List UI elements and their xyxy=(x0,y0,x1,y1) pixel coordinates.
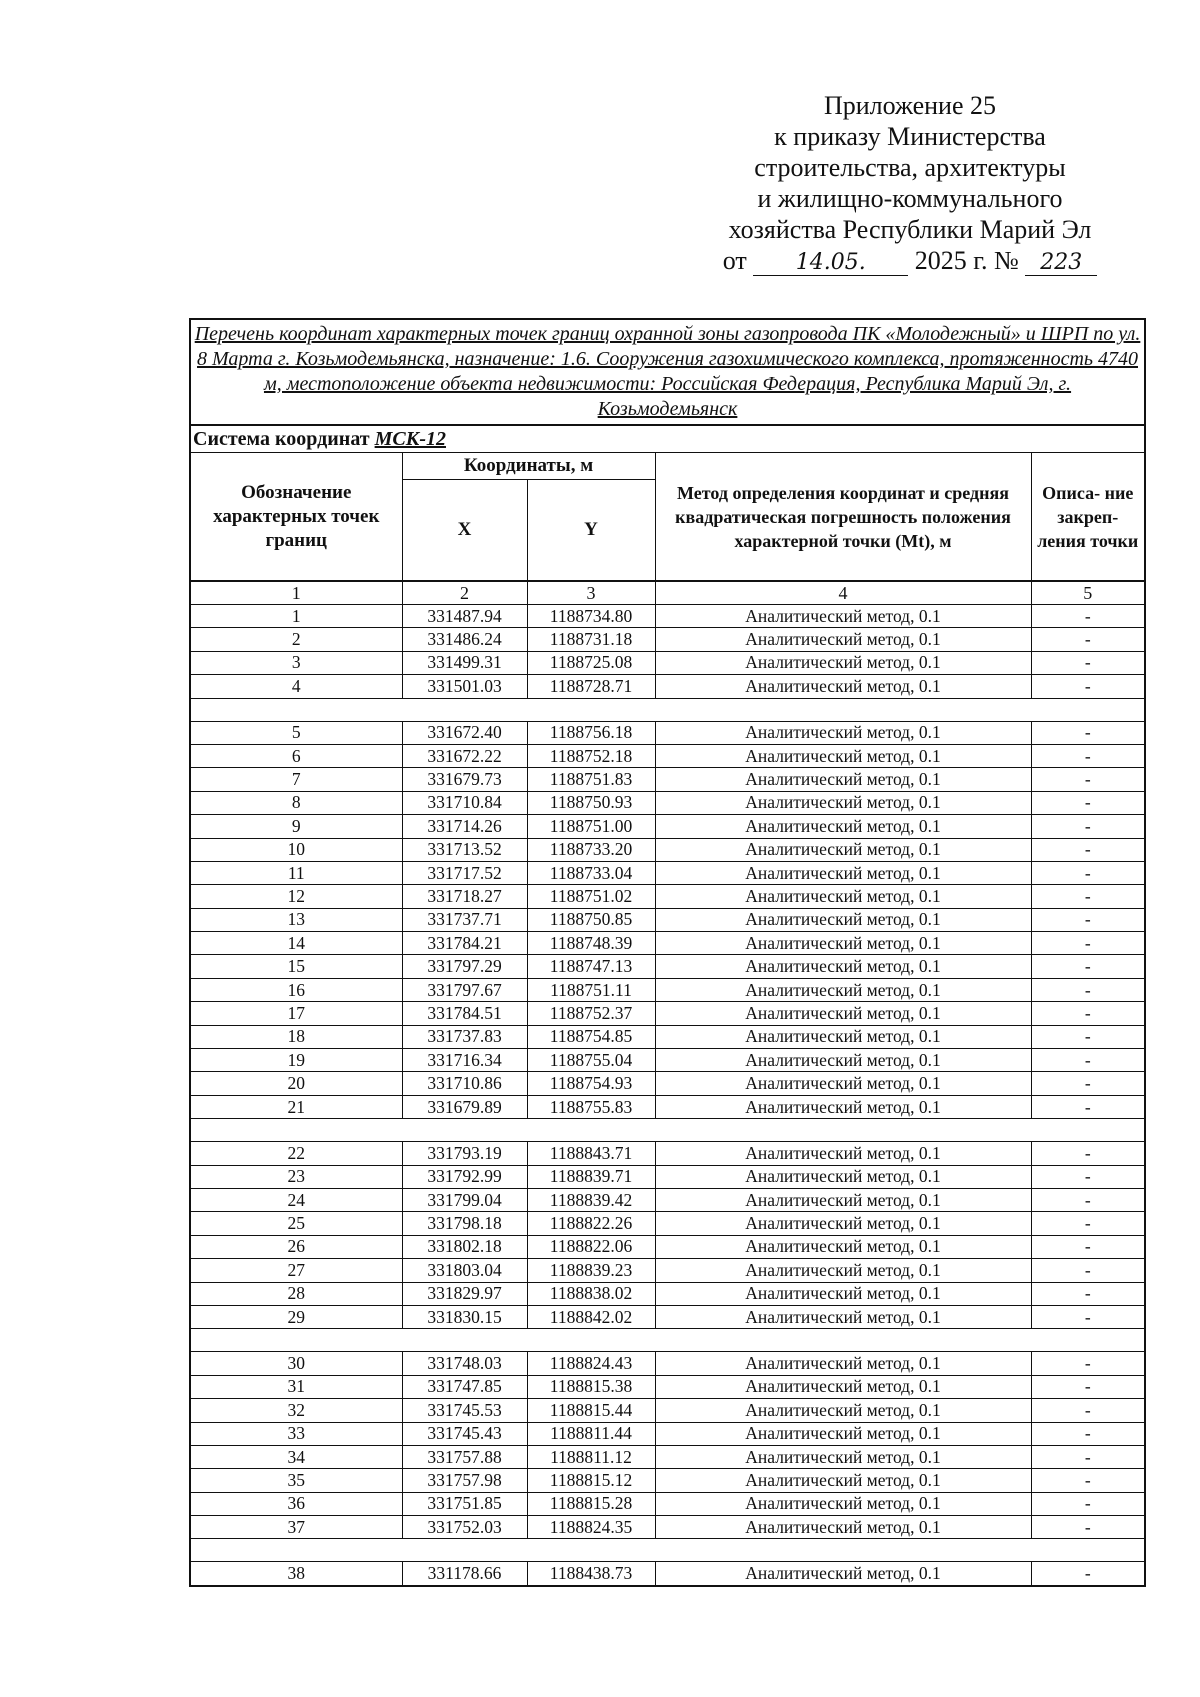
x-coordinate-cell: 331747.85 xyxy=(402,1375,527,1398)
y-coordinate-cell: 1188755.04 xyxy=(527,1049,655,1072)
column-header-point: Обозначение характерных точек границ xyxy=(190,453,402,582)
description-cell: - xyxy=(1031,791,1145,814)
method-cell: Аналитический метод, 0.1 xyxy=(655,791,1031,814)
table-row xyxy=(190,1516,1145,1539)
description-cell: - xyxy=(1031,1445,1145,1468)
method-cell: Аналитический метод, 0.1 xyxy=(655,628,1031,651)
table-row xyxy=(190,978,1145,1001)
description-cell: - xyxy=(1031,978,1145,1001)
group-separator-row xyxy=(190,1329,1145,1352)
x-coordinate-cell: 331486.24 xyxy=(402,628,527,651)
y-coordinate-cell: 1188842.02 xyxy=(527,1305,655,1328)
point-id-cell: 23 xyxy=(190,1165,402,1188)
method-cell: Аналитический метод, 0.1 xyxy=(655,768,1031,791)
method-cell: Аналитический метод, 0.1 xyxy=(655,1562,1031,1586)
description-cell: - xyxy=(1031,838,1145,861)
method-cell: Аналитический метод, 0.1 xyxy=(655,1469,1031,1492)
x-coordinate-cell: 331717.52 xyxy=(402,861,527,884)
group-separator-cell xyxy=(190,1329,1145,1352)
point-id-cell: 35 xyxy=(190,1469,402,1492)
description-cell: - xyxy=(1031,744,1145,767)
table-row xyxy=(190,1375,1145,1398)
table-row xyxy=(190,1142,1145,1165)
y-coordinate-cell: 1188815.38 xyxy=(527,1375,655,1398)
table-row xyxy=(190,1025,1145,1048)
method-cell: Аналитический метод, 0.1 xyxy=(655,1492,1031,1515)
x-coordinate-cell: 331798.18 xyxy=(402,1212,527,1235)
y-coordinate-cell: 1188438.73 xyxy=(527,1562,655,1586)
description-cell: - xyxy=(1031,1562,1145,1586)
point-id-cell: 12 xyxy=(190,885,402,908)
point-id-cell: 9 xyxy=(190,815,402,838)
point-id-cell: 15 xyxy=(190,955,402,978)
method-cell: Аналитический метод, 0.1 xyxy=(655,721,1031,744)
y-coordinate-cell: 1188839.42 xyxy=(527,1188,655,1211)
column-header-method: Метод определения координат и средняя квадратическая погрешность положения характерной точки (Mt), м xyxy=(655,453,1031,582)
table-row xyxy=(190,838,1145,861)
description-cell: - xyxy=(1031,1072,1145,1095)
x-coordinate-cell: 331178.66 xyxy=(402,1562,527,1586)
column-numbers-row xyxy=(190,581,1145,605)
y-coordinate-cell: 1188815.44 xyxy=(527,1399,655,1422)
y-coordinate-cell: 1188733.04 xyxy=(527,861,655,884)
method-cell: Аналитический метод, 0.1 xyxy=(655,815,1031,838)
table-row xyxy=(190,721,1145,744)
x-coordinate-cell: 331792.99 xyxy=(402,1165,527,1188)
table-row xyxy=(190,1188,1145,1211)
y-coordinate-cell: 1188843.71 xyxy=(527,1142,655,1165)
x-coordinate-cell: 331487.94 xyxy=(402,605,527,628)
y-coordinate-cell: 1188747.13 xyxy=(527,955,655,978)
y-coordinate-cell: 1188822.26 xyxy=(527,1212,655,1235)
method-cell: Аналитический метод, 0.1 xyxy=(655,1212,1031,1235)
point-id-cell: 11 xyxy=(190,861,402,884)
method-cell: Аналитический метод, 0.1 xyxy=(655,1352,1031,1375)
description-cell: - xyxy=(1031,1375,1145,1398)
point-id-cell: 30 xyxy=(190,1352,402,1375)
method-cell: Аналитический метод, 0.1 xyxy=(655,1142,1031,1165)
y-coordinate-cell: 1188748.39 xyxy=(527,932,655,955)
column-header-description: Описа- ние закреп- ления точки xyxy=(1031,453,1145,582)
table-row xyxy=(190,1492,1145,1515)
appendix-number: Приложение 25 xyxy=(823,91,997,120)
x-coordinate-cell: 331499.31 xyxy=(402,651,527,674)
description-cell: - xyxy=(1031,955,1145,978)
year-label: 2025 г. № xyxy=(914,246,1019,275)
point-id-cell: 19 xyxy=(190,1049,402,1072)
description-cell: - xyxy=(1031,1212,1145,1235)
table-row xyxy=(190,768,1145,791)
method-cell: Аналитический метод, 0.1 xyxy=(655,1305,1031,1328)
method-cell: Аналитический метод, 0.1 xyxy=(655,908,1031,931)
column-number: 4 xyxy=(655,581,1031,605)
order-reference: к приказу Министерства xyxy=(774,122,1046,151)
x-coordinate-cell: 331830.15 xyxy=(402,1305,527,1328)
point-id-cell: 5 xyxy=(190,721,402,744)
x-coordinate-cell: 331672.40 xyxy=(402,721,527,744)
point-id-cell: 8 xyxy=(190,791,402,814)
group-separator-row xyxy=(190,698,1145,721)
x-coordinate-cell: 331501.03 xyxy=(402,675,527,698)
table-row xyxy=(190,1212,1145,1235)
point-id-cell: 27 xyxy=(190,1259,402,1282)
y-coordinate-cell: 1188824.35 xyxy=(527,1516,655,1539)
table-row xyxy=(190,955,1145,978)
description-cell: - xyxy=(1031,1352,1145,1375)
y-coordinate-cell: 1188839.23 xyxy=(527,1259,655,1282)
ministry-name-line3: хозяйства Республики Марий Эл xyxy=(728,215,1092,244)
x-coordinate-cell: 331829.97 xyxy=(402,1282,527,1305)
group-separator-row xyxy=(190,1539,1145,1562)
coordinates-table xyxy=(189,318,1146,1587)
description-cell: - xyxy=(1031,908,1145,931)
x-coordinate-cell: 331713.52 xyxy=(402,838,527,861)
table-row xyxy=(190,1469,1145,1492)
x-coordinate-cell: 331745.53 xyxy=(402,1399,527,1422)
point-id-cell: 18 xyxy=(190,1025,402,1048)
appendix-header xyxy=(695,90,1125,276)
y-coordinate-cell: 1188751.11 xyxy=(527,978,655,1001)
description-cell: - xyxy=(1031,1259,1145,1282)
method-cell: Аналитический метод, 0.1 xyxy=(655,744,1031,767)
description-cell: - xyxy=(1031,1025,1145,1048)
method-cell: Аналитический метод, 0.1 xyxy=(655,861,1031,884)
y-coordinate-cell: 1188752.37 xyxy=(527,1002,655,1025)
x-coordinate-cell: 331737.71 xyxy=(402,908,527,931)
description-cell: - xyxy=(1031,815,1145,838)
y-coordinate-cell: 1188751.02 xyxy=(527,885,655,908)
point-id-cell: 31 xyxy=(190,1375,402,1398)
table-row xyxy=(190,1095,1145,1118)
description-cell: - xyxy=(1031,605,1145,628)
x-coordinate-cell: 331797.29 xyxy=(402,955,527,978)
y-coordinate-cell: 1188824.43 xyxy=(527,1352,655,1375)
column-number: 1 xyxy=(190,581,402,605)
point-id-cell: 6 xyxy=(190,744,402,767)
description-cell: - xyxy=(1031,1002,1145,1025)
method-cell: Аналитический метод, 0.1 xyxy=(655,1282,1031,1305)
method-cell: Аналитический метод, 0.1 xyxy=(655,1072,1031,1095)
point-id-cell: 20 xyxy=(190,1072,402,1095)
x-coordinate-cell: 331716.34 xyxy=(402,1049,527,1072)
method-cell: Аналитический метод, 0.1 xyxy=(655,978,1031,1001)
y-coordinate-cell: 1188838.02 xyxy=(527,1282,655,1305)
description-cell: - xyxy=(1031,885,1145,908)
table-row xyxy=(190,908,1145,931)
method-cell: Аналитический метод, 0.1 xyxy=(655,1235,1031,1258)
description-cell: - xyxy=(1031,1399,1145,1422)
group-separator-cell xyxy=(190,1119,1145,1142)
method-cell: Аналитический метод, 0.1 xyxy=(655,1049,1031,1072)
order-date-line xyxy=(695,245,1125,276)
y-coordinate-cell: 1188734.80 xyxy=(527,605,655,628)
column-header-x: X xyxy=(402,480,527,582)
method-cell: Аналитический метод, 0.1 xyxy=(655,605,1031,628)
method-cell: Аналитический метод, 0.1 xyxy=(655,675,1031,698)
x-coordinate-cell: 331714.26 xyxy=(402,815,527,838)
x-coordinate-cell: 331799.04 xyxy=(402,1188,527,1211)
description-cell: - xyxy=(1031,1516,1145,1539)
description-cell: - xyxy=(1031,1049,1145,1072)
column-header-y: Y xyxy=(527,480,655,582)
table-row xyxy=(190,1562,1145,1586)
description-cell: - xyxy=(1031,932,1145,955)
x-coordinate-cell: 331718.27 xyxy=(402,885,527,908)
method-cell: Аналитический метод, 0.1 xyxy=(655,1422,1031,1445)
table-row xyxy=(190,1235,1145,1258)
x-coordinate-cell: 331797.67 xyxy=(402,978,527,1001)
point-id-cell: 25 xyxy=(190,1212,402,1235)
description-cell: - xyxy=(1031,861,1145,884)
method-cell: Аналитический метод, 0.1 xyxy=(655,932,1031,955)
description-cell: - xyxy=(1031,1469,1145,1492)
x-coordinate-cell: 331679.73 xyxy=(402,768,527,791)
table-row xyxy=(190,1259,1145,1282)
point-id-cell: 7 xyxy=(190,768,402,791)
method-cell: Аналитический метод, 0.1 xyxy=(655,1259,1031,1282)
column-header-coordinates: Координаты, м xyxy=(402,453,655,480)
point-id-cell: 1 xyxy=(190,605,402,628)
x-coordinate-cell: 331737.83 xyxy=(402,1025,527,1048)
y-coordinate-cell: 1188754.85 xyxy=(527,1025,655,1048)
point-id-cell: 17 xyxy=(190,1002,402,1025)
group-separator-cell xyxy=(190,1539,1145,1562)
description-cell: - xyxy=(1031,1165,1145,1188)
column-number: 3 xyxy=(527,581,655,605)
x-coordinate-cell: 331672.22 xyxy=(402,744,527,767)
table-row xyxy=(190,1422,1145,1445)
table-row xyxy=(190,1305,1145,1328)
column-number: 5 xyxy=(1031,581,1145,605)
x-coordinate-cell: 331752.03 xyxy=(402,1516,527,1539)
point-id-cell: 4 xyxy=(190,675,402,698)
point-id-cell: 13 xyxy=(190,908,402,931)
y-coordinate-cell: 1188751.00 xyxy=(527,815,655,838)
coordinate-system-row xyxy=(190,425,1145,453)
method-cell: Аналитический метод, 0.1 xyxy=(655,838,1031,861)
table-row xyxy=(190,1002,1145,1025)
y-coordinate-cell: 1188839.71 xyxy=(527,1165,655,1188)
table-row xyxy=(190,1072,1145,1095)
table-row xyxy=(190,1282,1145,1305)
x-coordinate-cell: 331784.21 xyxy=(402,932,527,955)
coordinate-system-name: МСК-12 xyxy=(374,427,446,450)
x-coordinate-cell: 331793.19 xyxy=(402,1142,527,1165)
method-cell: Аналитический метод, 0.1 xyxy=(655,1516,1031,1539)
method-cell: Аналитический метод, 0.1 xyxy=(655,1399,1031,1422)
y-coordinate-cell: 1188811.44 xyxy=(527,1422,655,1445)
y-coordinate-cell: 1188754.93 xyxy=(527,1072,655,1095)
method-cell: Аналитический метод, 0.1 xyxy=(655,1025,1031,1048)
group-separator-cell xyxy=(190,698,1145,721)
point-id-cell: 24 xyxy=(190,1188,402,1211)
table-row xyxy=(190,1165,1145,1188)
point-id-cell: 36 xyxy=(190,1492,402,1515)
description-cell: - xyxy=(1031,1142,1145,1165)
table-row xyxy=(190,1445,1145,1468)
method-cell: Аналитический метод, 0.1 xyxy=(655,1002,1031,1025)
description-cell: - xyxy=(1031,1422,1145,1445)
table-row xyxy=(190,605,1145,628)
method-cell: Аналитический метод, 0.1 xyxy=(655,885,1031,908)
x-coordinate-cell: 331784.51 xyxy=(402,1002,527,1025)
x-coordinate-cell: 331802.18 xyxy=(402,1235,527,1258)
x-coordinate-cell: 331745.43 xyxy=(402,1422,527,1445)
method-cell: Аналитический метод, 0.1 xyxy=(655,1095,1031,1118)
method-cell: Аналитический метод, 0.1 xyxy=(655,651,1031,674)
description-cell: - xyxy=(1031,675,1145,698)
y-coordinate-cell: 1188728.71 xyxy=(527,675,655,698)
handwritten-date: 14.05. xyxy=(753,251,908,276)
table-row xyxy=(190,628,1145,651)
method-cell: Аналитический метод, 0.1 xyxy=(655,1375,1031,1398)
table-row xyxy=(190,651,1145,674)
table-row xyxy=(190,815,1145,838)
ministry-name-line2: и жилищно-коммунального xyxy=(757,184,1063,213)
table-row xyxy=(190,1399,1145,1422)
y-coordinate-cell: 1188750.85 xyxy=(527,908,655,931)
point-id-cell: 2 xyxy=(190,628,402,651)
ministry-name-line1: строительства, архитектуры xyxy=(754,153,1066,182)
x-coordinate-cell: 331710.84 xyxy=(402,791,527,814)
point-id-cell: 29 xyxy=(190,1305,402,1328)
point-id-cell: 10 xyxy=(190,838,402,861)
point-id-cell: 33 xyxy=(190,1422,402,1445)
x-coordinate-cell: 331748.03 xyxy=(402,1352,527,1375)
description-cell: - xyxy=(1031,1282,1145,1305)
from-label: от xyxy=(722,246,747,275)
handwritten-order-number: 223 xyxy=(1025,251,1097,276)
point-id-cell: 14 xyxy=(190,932,402,955)
y-coordinate-cell: 1188750.93 xyxy=(527,791,655,814)
table-row xyxy=(190,1049,1145,1072)
x-coordinate-cell: 331757.98 xyxy=(402,1469,527,1492)
y-coordinate-cell: 1188751.83 xyxy=(527,768,655,791)
point-id-cell: 37 xyxy=(190,1516,402,1539)
y-coordinate-cell: 1188756.18 xyxy=(527,721,655,744)
y-coordinate-cell: 1188815.12 xyxy=(527,1469,655,1492)
y-coordinate-cell: 1188811.12 xyxy=(527,1445,655,1468)
coordinate-system-label: Система координат xyxy=(193,427,370,450)
table-row xyxy=(190,744,1145,767)
description-cell: - xyxy=(1031,628,1145,651)
description-cell: - xyxy=(1031,1305,1145,1328)
point-id-cell: 26 xyxy=(190,1235,402,1258)
table-row xyxy=(190,861,1145,884)
method-cell: Аналитический метод, 0.1 xyxy=(655,955,1031,978)
x-coordinate-cell: 331710.86 xyxy=(402,1072,527,1095)
y-coordinate-cell: 1188755.83 xyxy=(527,1095,655,1118)
x-coordinate-cell: 331757.88 xyxy=(402,1445,527,1468)
table-row xyxy=(190,675,1145,698)
point-id-cell: 3 xyxy=(190,651,402,674)
point-id-cell: 38 xyxy=(190,1562,402,1586)
x-coordinate-cell: 331679.89 xyxy=(402,1095,527,1118)
table-row xyxy=(190,932,1145,955)
method-cell: Аналитический метод, 0.1 xyxy=(655,1165,1031,1188)
table-title: Перечень координат характерных точек границ охранной зоны газопровода ПК «Молодежный» и ШРП по ул. 8 Марта г. Козьмодемьянска, назначение: 1.6. Сооружения газохимического комплекса, протяженность 4740 м, местоположение объекта недвижимости: Российская Федерация, Республика Марий Эл, г. Козьмодемьянск xyxy=(190,319,1145,425)
y-coordinate-cell: 1188752.18 xyxy=(527,744,655,767)
y-coordinate-cell: 1188822.06 xyxy=(527,1235,655,1258)
column-number: 2 xyxy=(402,581,527,605)
point-id-cell: 28 xyxy=(190,1282,402,1305)
table-row xyxy=(190,1352,1145,1375)
group-separator-row xyxy=(190,1119,1145,1142)
description-cell: - xyxy=(1031,651,1145,674)
point-id-cell: 22 xyxy=(190,1142,402,1165)
description-cell: - xyxy=(1031,1235,1145,1258)
description-cell: - xyxy=(1031,721,1145,744)
y-coordinate-cell: 1188815.28 xyxy=(527,1492,655,1515)
method-cell: Аналитический метод, 0.1 xyxy=(655,1445,1031,1468)
point-id-cell: 32 xyxy=(190,1399,402,1422)
table-row xyxy=(190,885,1145,908)
point-id-cell: 16 xyxy=(190,978,402,1001)
description-cell: - xyxy=(1031,768,1145,791)
y-coordinate-cell: 1188731.18 xyxy=(527,628,655,651)
method-cell: Аналитический метод, 0.1 xyxy=(655,1188,1031,1211)
point-id-cell: 21 xyxy=(190,1095,402,1118)
y-coordinate-cell: 1188725.08 xyxy=(527,651,655,674)
point-id-cell: 34 xyxy=(190,1445,402,1468)
x-coordinate-cell: 331751.85 xyxy=(402,1492,527,1515)
description-cell: - xyxy=(1031,1095,1145,1118)
table-row xyxy=(190,791,1145,814)
y-coordinate-cell: 1188733.20 xyxy=(527,838,655,861)
description-cell: - xyxy=(1031,1188,1145,1211)
x-coordinate-cell: 331803.04 xyxy=(402,1259,527,1282)
description-cell: - xyxy=(1031,1492,1145,1515)
